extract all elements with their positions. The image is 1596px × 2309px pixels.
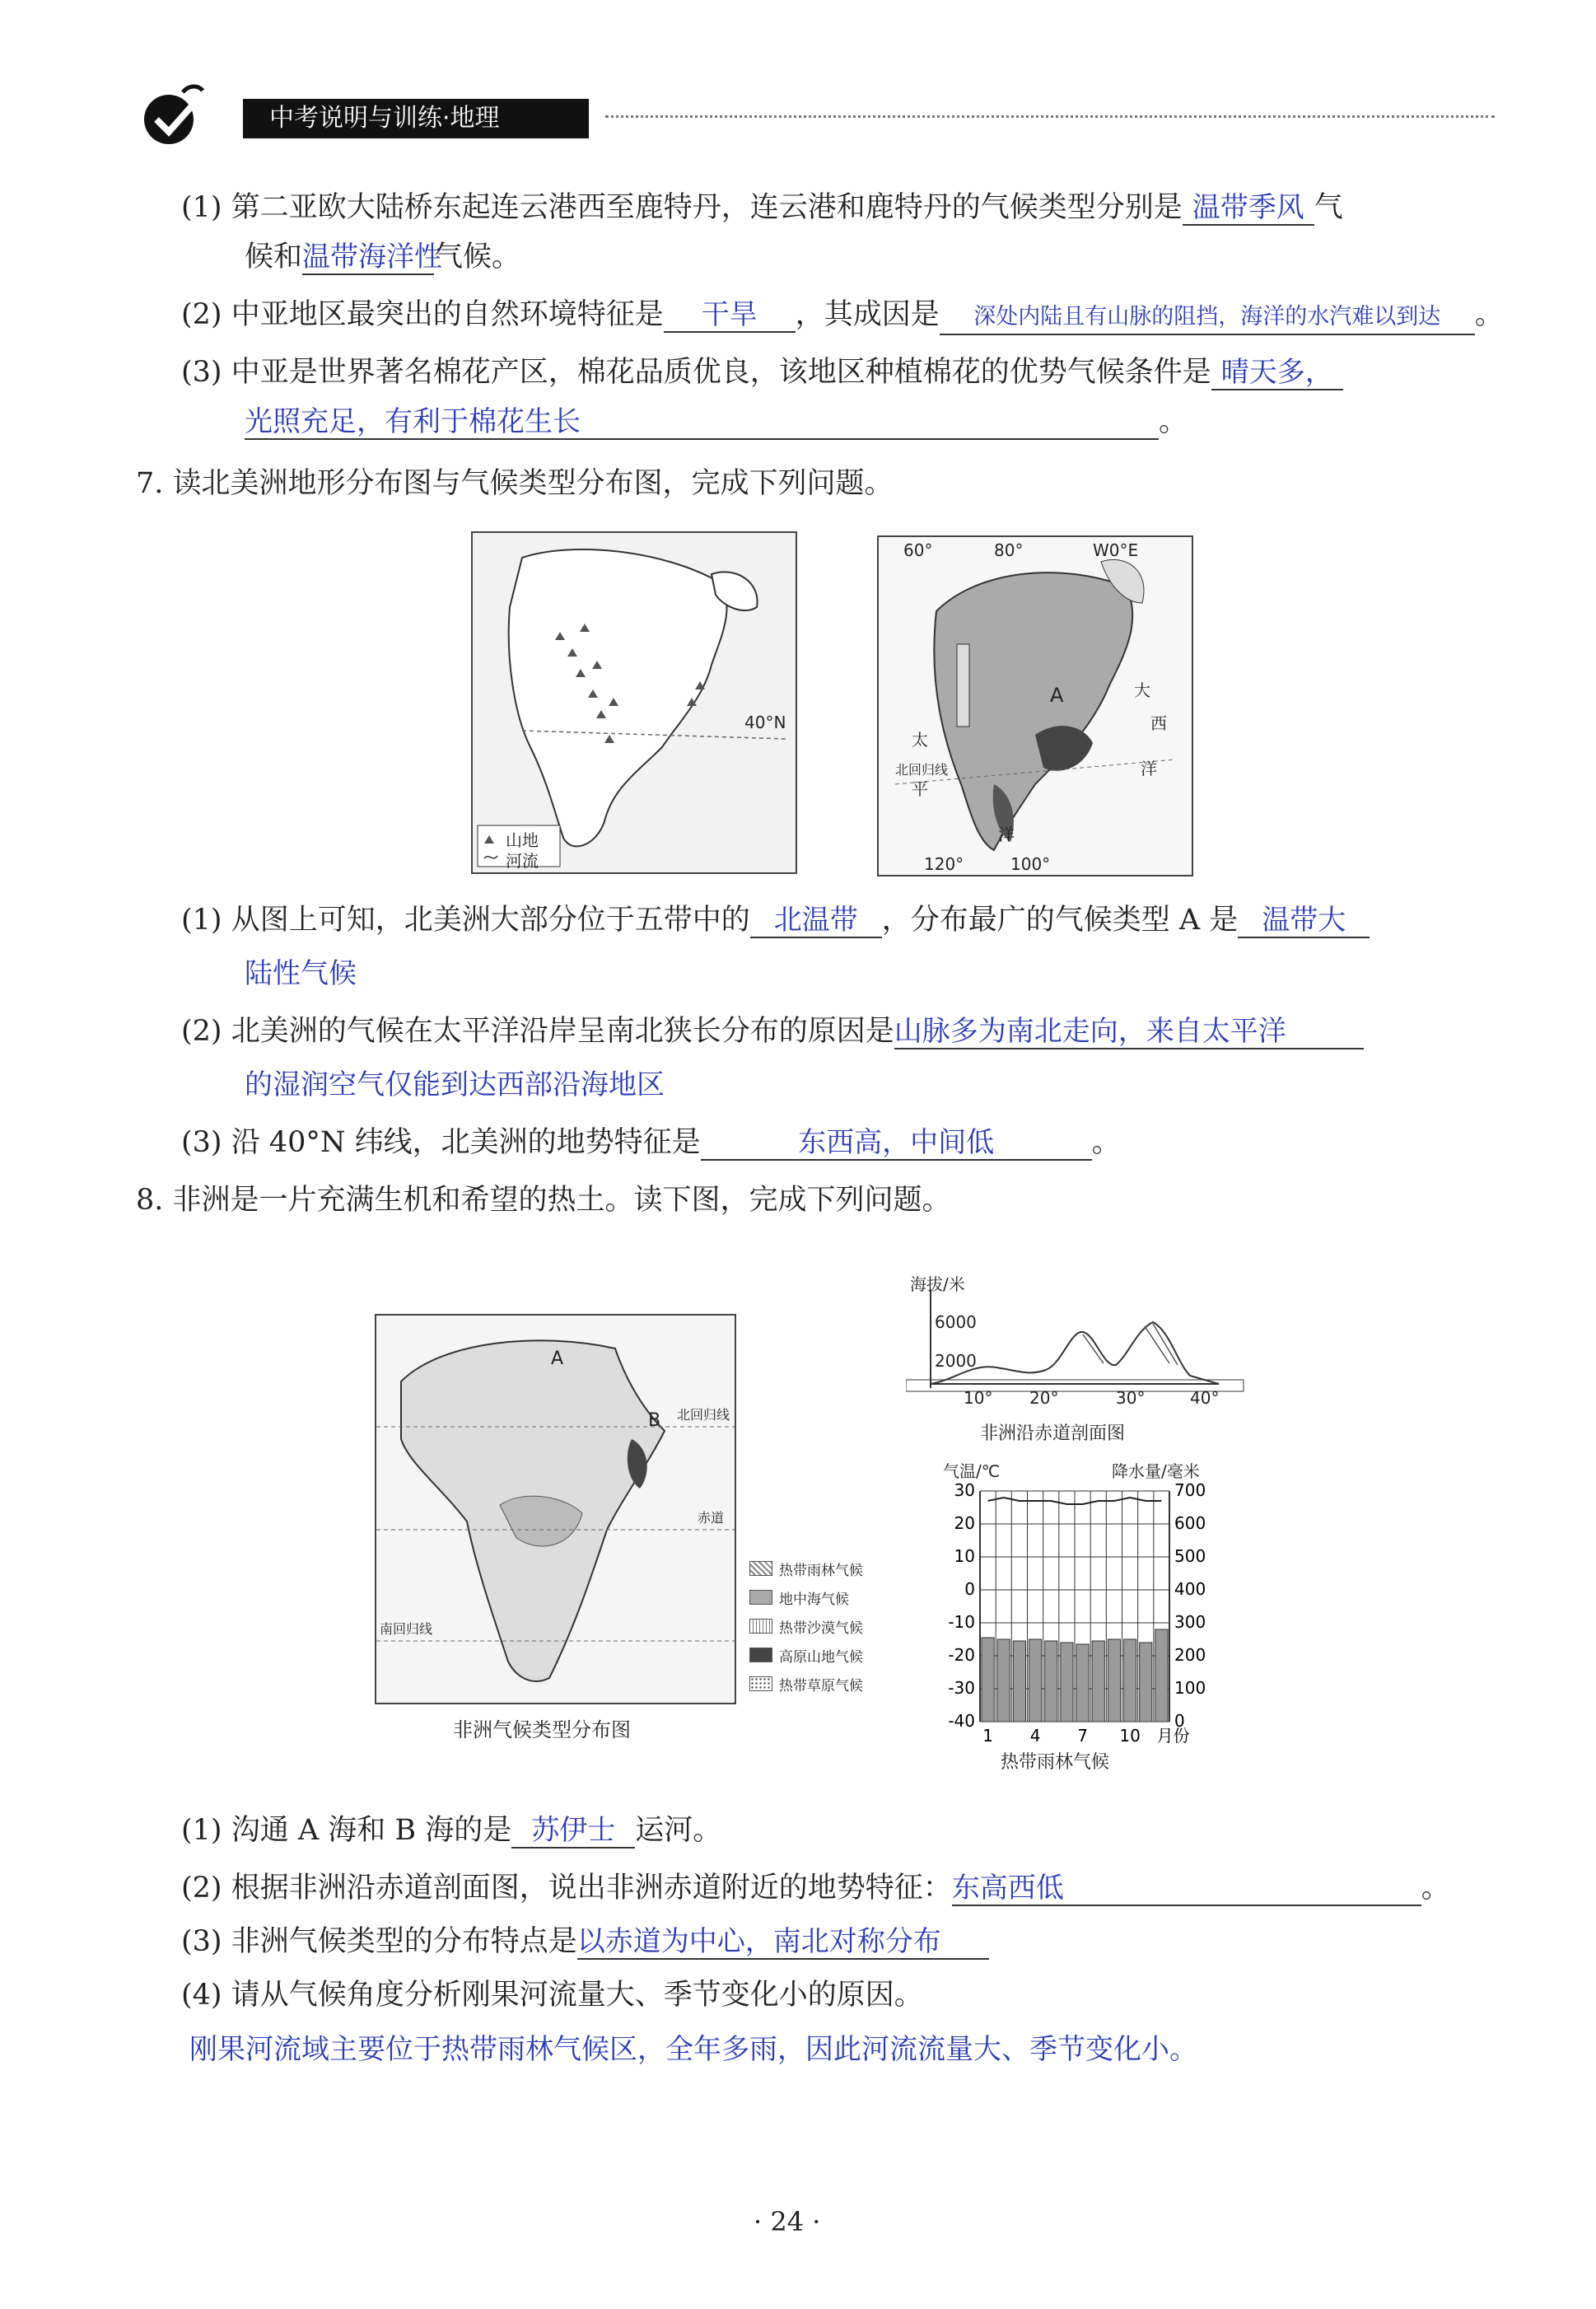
- precipitation-bar: [997, 1639, 1010, 1722]
- q6-p1-answer2: 温带海洋性: [302, 241, 443, 273]
- legend-swatch-mediterranean: [749, 1590, 772, 1605]
- profile-xtick-30: 30°: [1116, 1388, 1146, 1408]
- precipitation-bar: [1092, 1641, 1104, 1722]
- header-title: 中考说明与训练·地理: [243, 99, 589, 138]
- right-tick-label: 600: [1174, 1513, 1206, 1533]
- x-tick-label: 4: [1029, 1726, 1041, 1746]
- profile-ylabel: 海拔/米: [910, 1274, 965, 1294]
- q7-p1-answer2: 温带大: [1262, 904, 1346, 937]
- q6-p2-answer2: 深处内陆且有山脉的阻挡，海洋的水汽难以到达: [973, 304, 1441, 330]
- q8-p4: (4) 请从气候角度分析刚果河流量大、季节变化小的原因。: [181, 1979, 923, 2012]
- climate-ylabel-right: 降水量/毫米: [1112, 1461, 1200, 1481]
- q6-p1-line2: 候和温带海洋性气候。: [245, 241, 521, 273]
- ocean-east-1: 大: [1134, 680, 1150, 700]
- left-tick-label: -20: [948, 1645, 975, 1665]
- right-tick-label: 0: [1174, 1711, 1185, 1731]
- climate-chart-caption: 热带雨林气候: [1001, 1752, 1110, 1773]
- right-tick-label: 700: [1174, 1483, 1206, 1500]
- profile-caption: 非洲沿赤道剖面图: [980, 1423, 1126, 1444]
- precipitation-bar: [1140, 1643, 1152, 1722]
- precipitation-bar: [1155, 1629, 1168, 1722]
- right-tick-label: 300: [1174, 1612, 1206, 1632]
- tropic-label: 北回归线: [895, 762, 949, 778]
- ocean-west-3: 洋: [998, 825, 1015, 844]
- legend-savanna: 热带草原气候: [779, 1678, 863, 1694]
- left-tick-label: 20: [954, 1513, 975, 1533]
- q8-p3-answer1: 以赤道为中心，南北对称分布: [576, 1925, 941, 1958]
- equator-profile-chart: [906, 1273, 1252, 1446]
- climate-map-lon-60: 60°: [903, 540, 933, 560]
- x-tick-label: 10: [1119, 1726, 1141, 1746]
- q7-stem: 7. 读北美洲地形分布图与气候类型分布图，完成下列问题。: [136, 467, 894, 500]
- legend-highland: 高原山地气候: [779, 1649, 863, 1666]
- left-tick-label: -30: [948, 1678, 975, 1698]
- q8-p2-answer1: 东高西低: [951, 1872, 1064, 1905]
- q6-p2: (2) 中亚地区最突出的自然环境特征是 干旱 ，其成因是 深处内陆且有山脉的阻挡，海洋的水汽难以到达 。: [181, 297, 1504, 335]
- q7-p2-answer2: 的湿润空气仅能到达西部沿海地区: [245, 1068, 665, 1101]
- rainforest-climate-chart: [931, 1458, 1244, 1771]
- q8-stem: 8. 非洲是一片充满生机和希望的热土。读下图，完成下列问题。: [136, 1184, 951, 1217]
- legend-rainforest: 热带雨林气候: [779, 1563, 863, 1579]
- climate-ylabel-left: 气温/℃: [943, 1461, 1001, 1481]
- profile-xtick-10: 10°: [964, 1388, 993, 1408]
- x-tick-label: 1: [982, 1726, 993, 1746]
- right-tick-label: 400: [1174, 1579, 1206, 1599]
- north-america-terrain-map: [471, 531, 797, 874]
- equator-label: 赤道: [698, 1510, 725, 1526]
- tropic-capricorn-label: 南回归线: [380, 1621, 433, 1637]
- legend-swatch-highland: [749, 1648, 772, 1662]
- q7-p1-line2: [245, 956, 357, 992]
- left-tick-label: -10: [948, 1612, 975, 1632]
- q7-p1-answer1: 北温带: [773, 904, 858, 937]
- right-tick-label: 500: [1174, 1546, 1206, 1566]
- label-a: A: [1050, 684, 1064, 707]
- q7-p2-line1: (2) 北美洲的气候在太平洋沿岸呈南北狭长分布的原因是山脉多为南北走向，来自太平洋: [181, 1013, 1364, 1049]
- left-tick-label: 10: [954, 1546, 975, 1566]
- legend-mediterranean: 地中海气候: [779, 1592, 849, 1608]
- legend-swatch-desert: [749, 1619, 772, 1634]
- precipitation-bar: [1013, 1641, 1025, 1722]
- q6-p2-answer1: 干旱: [701, 298, 758, 331]
- logo-icon: [132, 82, 231, 148]
- legend-river: 河流: [506, 851, 539, 871]
- precipitation-bar: [1029, 1639, 1042, 1722]
- legend-swatch-rainforest: [749, 1561, 772, 1576]
- profile-ytick-6000: 6000: [935, 1312, 977, 1332]
- africa-legend: [749, 1561, 889, 1701]
- header-divider: [605, 115, 1495, 123]
- africa-map-caption: 非洲气候类型分布图: [453, 1718, 631, 1741]
- q8-p1: (1) 沟通 A 海和 B 海的是 苏伊士 运河。: [181, 1814, 722, 1847]
- legend-desert: 热带沙漠气候: [779, 1620, 863, 1637]
- q8-p1-answer1: 苏伊士: [531, 1814, 616, 1847]
- left-tick-label: -40: [948, 1711, 975, 1731]
- tropic-cancer-label: 北回归线: [677, 1407, 730, 1423]
- q6-p3-answer2: 光照充足，有利于棉花生长: [245, 405, 581, 438]
- ocean-west-2: 平: [912, 779, 928, 799]
- profile-ytick-2000: 2000: [935, 1351, 977, 1371]
- legend-swatch-savanna: [749, 1676, 772, 1691]
- q6-p1-answer1: 温带季风: [1192, 191, 1304, 224]
- ocean-east-2: 西: [1150, 713, 1167, 733]
- q7-p3-answer1: 东西高，中间低: [798, 1126, 995, 1159]
- ocean-east-3: 洋: [1141, 759, 1157, 778]
- climate-map-lon-100: 100°: [1010, 854, 1051, 874]
- north-america-climate-map: [877, 535, 1193, 876]
- legend-mountain: 山地: [506, 830, 539, 850]
- precipitation-bar: [1076, 1644, 1089, 1722]
- africa-label-a: A: [551, 1348, 564, 1369]
- precipitation-bar: [982, 1638, 994, 1722]
- climate-map-lon-80: 80°: [994, 540, 1024, 560]
- q8-p2: (2) 根据非洲沿赤道剖面图，说出非洲赤道附近的地势特征：东高西低 。: [181, 1872, 1450, 1905]
- q7-p1-answer3: 陆性气候: [245, 957, 357, 990]
- climate-map-lon-120: 120°: [924, 854, 964, 874]
- q7-p3: (3) 沿 40°N 纬线，北美洲的地势特征是 东西高，中间低 。: [181, 1126, 1121, 1159]
- left-tick-label: 30: [954, 1483, 975, 1500]
- right-tick-label: 100: [1174, 1678, 1206, 1698]
- africa-label-b: B: [648, 1410, 661, 1431]
- africa-climate-map: [375, 1314, 736, 1704]
- q7-p1-line1: (1) 从图上可知，北美洲大部分位于五带中的 北温带 ，分布最广的气候类型 A 是 温带大: [181, 902, 1370, 938]
- left-tick-label: 0: [964, 1579, 975, 1599]
- precipitation-bar: [1108, 1639, 1120, 1722]
- q6-p3-answer1: 晴天多，: [1220, 356, 1333, 389]
- climate-map-lon-0: W0°E: [1093, 540, 1139, 560]
- q7-p2-answer1: 山脉多为南北走向，来自太平洋: [894, 1015, 1286, 1048]
- lat-label-40n: 40°N: [744, 713, 786, 732]
- x-unit-label: 月份: [1156, 1726, 1190, 1746]
- q7-p2-line2: [245, 1067, 665, 1103]
- profile-xtick-40: 40°: [1190, 1388, 1220, 1408]
- profile-xtick-20: 20°: [1029, 1388, 1059, 1408]
- precipitation-bar: [1045, 1641, 1057, 1722]
- precipitation-bar: [1124, 1639, 1136, 1722]
- q8-p4-answer: 刚果河流域主要位于热带雨林气候区，全年多雨，因此河流流量大、季节变化小。: [189, 2033, 1197, 2066]
- precipitation-bar: [1061, 1643, 1073, 1722]
- x-tick-label: 7: [1077, 1726, 1088, 1746]
- q8-p3: (3) 非洲气候类型的分布特点是以赤道为中心，南北对称分布: [181, 1923, 989, 1960]
- page-number: · 24 ·: [754, 2206, 821, 2237]
- q6-p1-line1: (1) 第二亚欧大陆桥东起连云港西至鹿特丹，连云港和鹿特丹的气候类型分别是 温带季风 气: [181, 191, 1343, 224]
- q6-p3-line1: (3) 中亚是世界著名棉花产区，棉花品质优良，该地区种植棉花的优势气候条件是 晴天多，: [181, 354, 1343, 390]
- right-tick-label: 200: [1174, 1645, 1206, 1665]
- ocean-west-1: 太: [912, 730, 928, 750]
- q6-p3-line2: 光照充足，有利于棉花生长 。: [245, 405, 1188, 438]
